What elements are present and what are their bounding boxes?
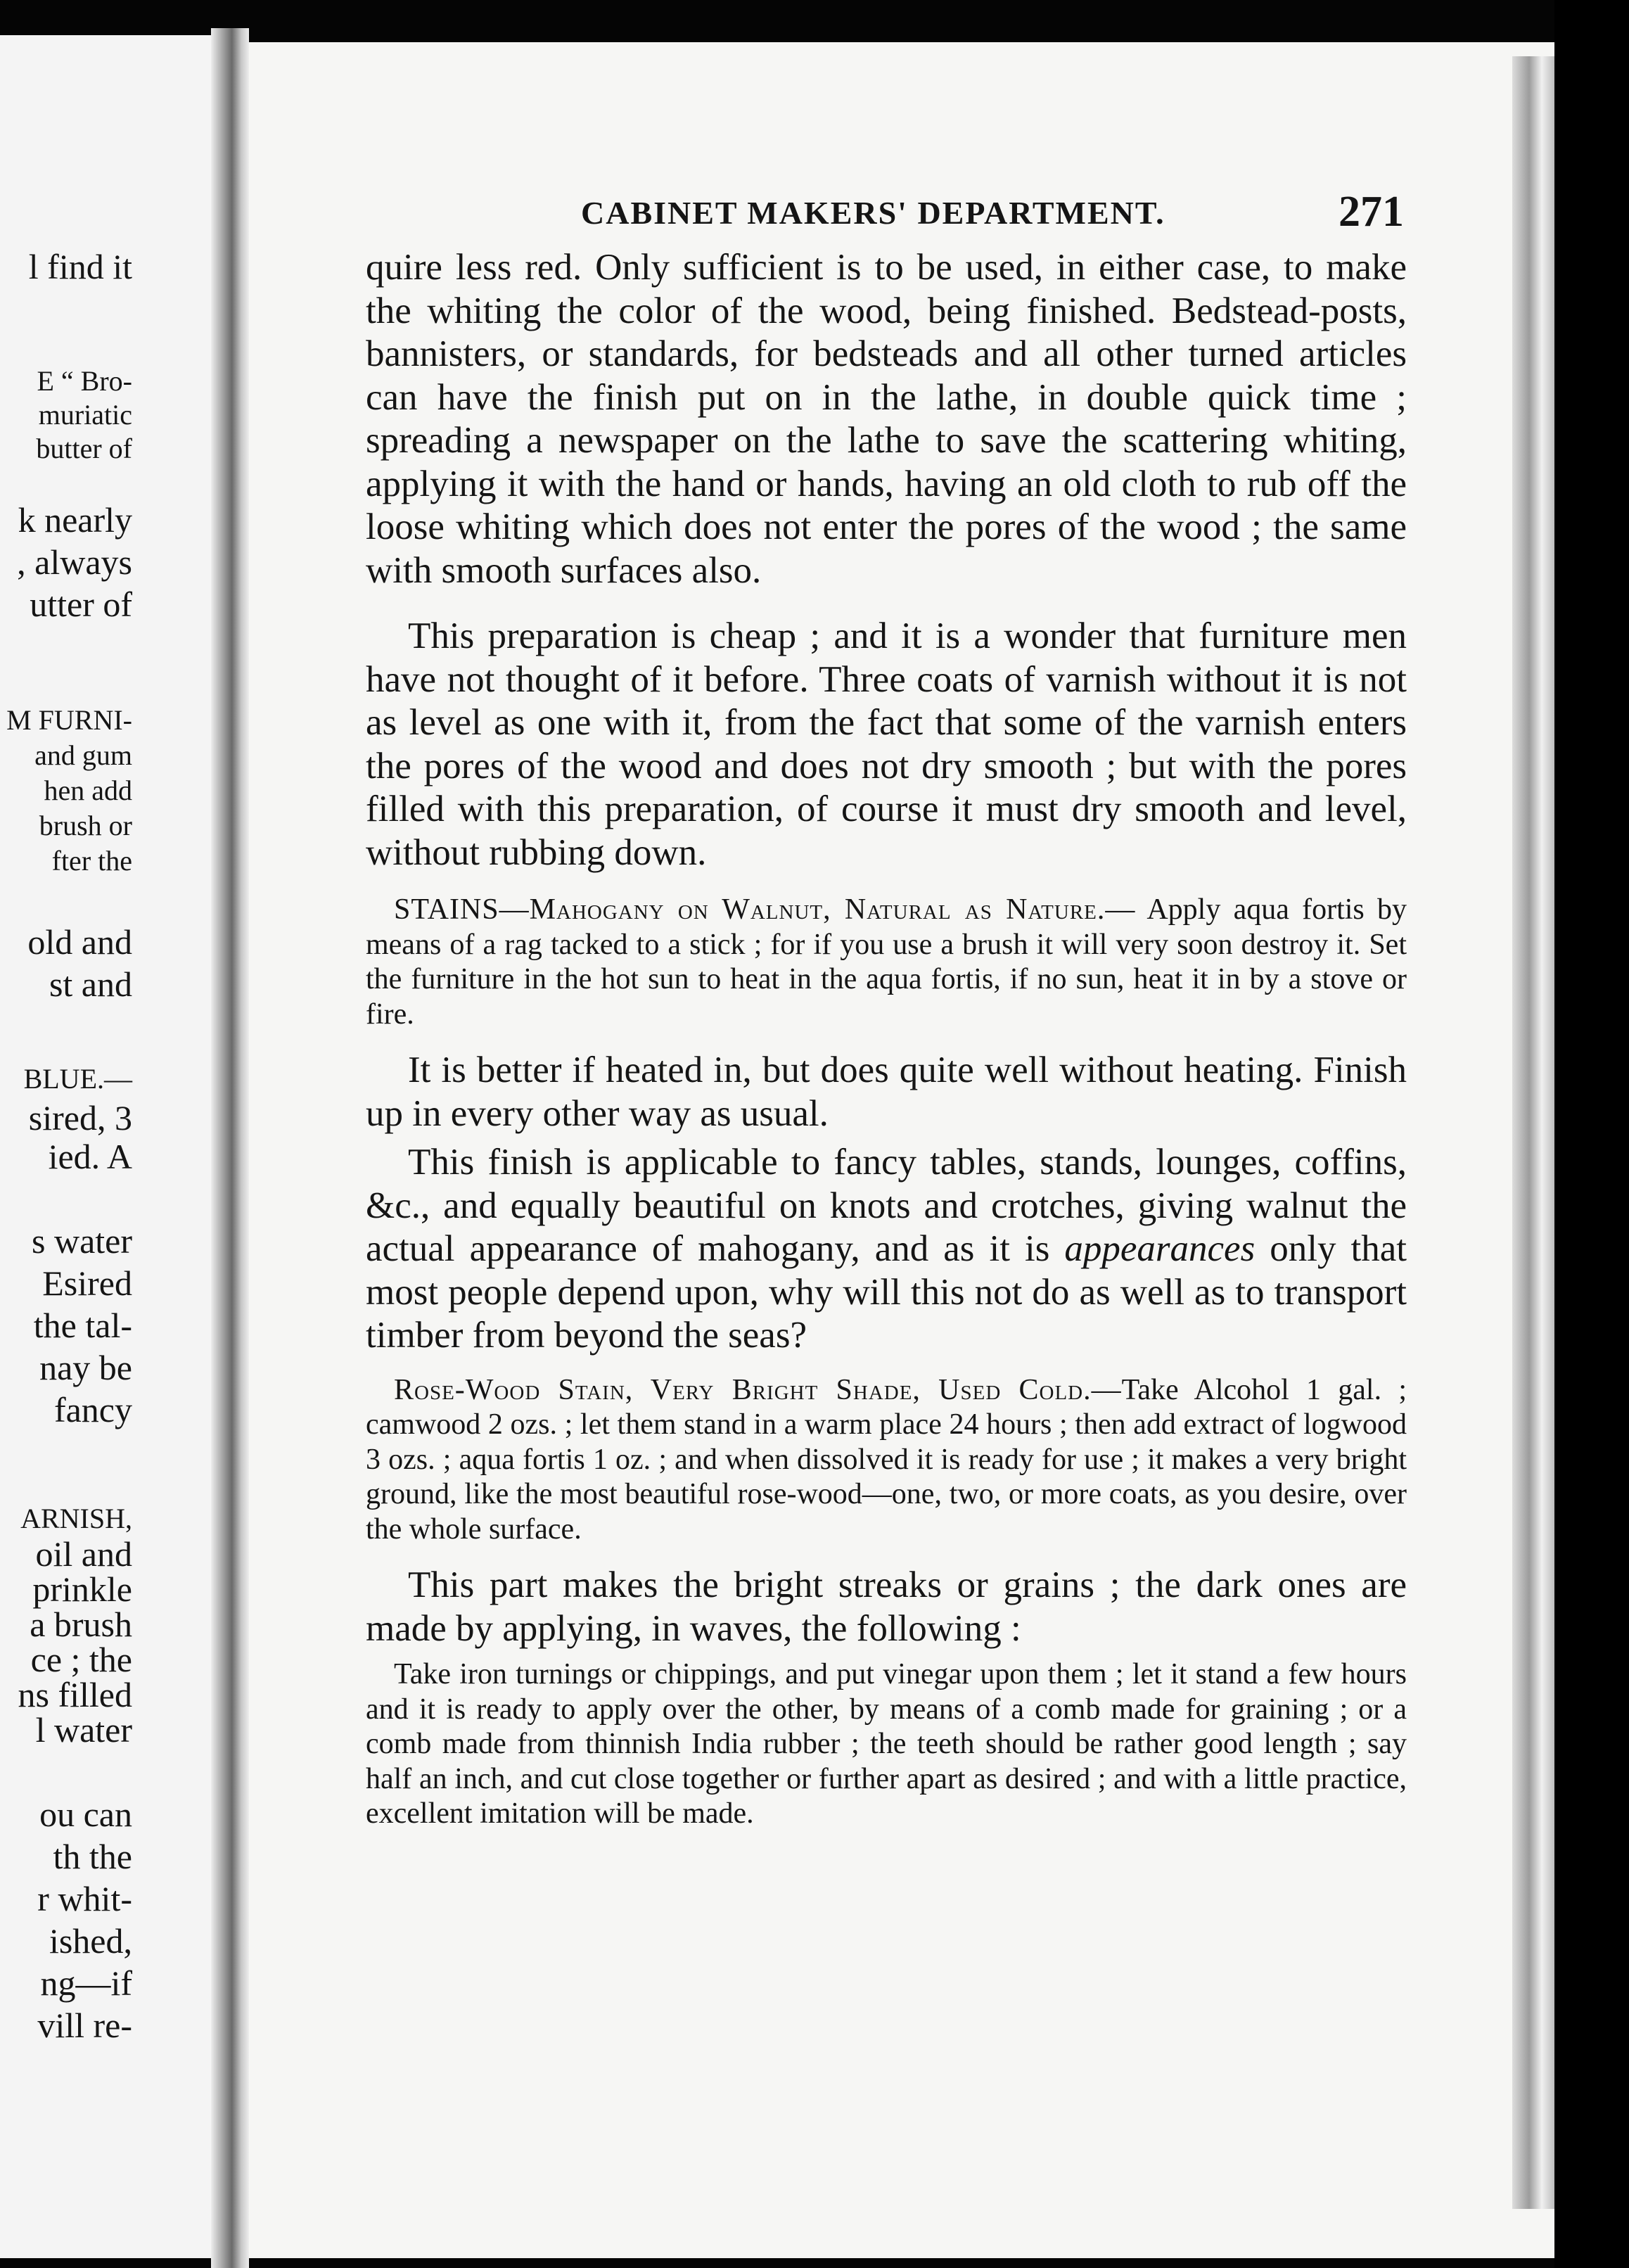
left-fragment: th the	[53, 1837, 132, 1876]
left-fragment: l water	[35, 1710, 132, 1750]
left-fragment: ished,	[49, 1921, 132, 1961]
scan-margin	[1554, 0, 1629, 2268]
left-fragment: a brush	[30, 1605, 132, 1644]
rosewood-heading: Rose-Wood Stain, Very Bright Shade, Used Cold.—	[394, 1373, 1122, 1406]
left-fragment: hen add	[44, 775, 132, 806]
left-fragment: fter the	[51, 845, 132, 877]
left-fragment: and gum	[34, 739, 132, 771]
left-fragment: butter of	[36, 433, 132, 464]
appearances-emphasis: appearances	[1064, 1228, 1256, 1269]
rosewood-text: Take Alcohol 1 gal. ; camwood 2 ozs. ; let them stand in a warm place 24 hours ; then add extract of logwood 3 ozs. ; aqua fortis 1 oz. ; and when dissolved it is ready for use ; it makes a very bright ground, like the most beautiful rose-wood—one, two, or more coats, as you desire, over the whole surface.	[366, 1373, 1407, 1546]
left-fragment: ns filled	[18, 1675, 132, 1714]
paragraph-heating: It is better if heated in, but does quite well without heating. Finish up in every other way as usual.	[366, 1050, 1407, 1134]
paragraph-finish-applicable	[366, 1141, 1407, 1358]
left-fragment: st and	[49, 964, 132, 1004]
page-number: 271	[1339, 188, 1404, 236]
left-fragment: nay be	[39, 1348, 132, 1387]
left-fragment: ARNISH,	[20, 1503, 132, 1534]
left-fragment: oil and	[35, 1534, 132, 1574]
left-fragment: , always	[17, 542, 132, 582]
left-fragment: E “ Bro-	[37, 365, 132, 397]
page-header	[581, 187, 1404, 243]
left-fragment: k nearly	[18, 500, 132, 540]
left-fragment: Esired	[42, 1263, 132, 1303]
left-fragment: fancy	[53, 1390, 132, 1429]
left-page-edge	[0, 35, 211, 2258]
text-column	[366, 246, 1407, 1832]
left-fragment: BLUE.—	[23, 1063, 132, 1095]
left-fragment: sired, 3	[28, 1098, 132, 1138]
running-title: CABINET MAKERS' DEPARTMENT.	[581, 195, 1165, 231]
finish-text-start: This finish is applicable to fancy tables, stands, lounges, coffins, &c., and equally beautiful on knots and crotches, giving walnut the actual appearance of mahogany, and as it is	[366, 1142, 1407, 1269]
left-fragment: ied. A	[48, 1137, 132, 1176]
stains-text: Apply aqua fortis by means of a rag tacked to a stick ; for if you use a brush it will very soon destroy it. Set the furniture in the hot sun to heat in the aqua fortis, if no sun, heat it in by a stove or fire.	[366, 893, 1407, 1031]
left-fragment: M FURNI-	[6, 704, 132, 736]
stains-recipe	[366, 893, 1407, 1032]
stains-heading: STAINS—Mahogany on Walnut, Natural as Nature.—	[394, 893, 1136, 926]
paragraph-bright-streaks: This part makes the bright streaks or grains ; the dark ones are made by applying, in waves, the following :	[366, 1565, 1407, 1649]
paragraph-finish-lathe: quire less red. Only sufficient is to be used, in either case, to make the whiting the color of the wood, being finished. Bedstead-posts, bannisters, or standards, for bedsteads and all other turned articles can have the finish put on in the lathe, in double quick time ; spreading a newspaper on the lathe to save the scattering whiting, applying it with the hand or hands, having an old cloth to rub off the loose whiting which does not enter the pores of the wood ; the same with smooth surfaces also.	[366, 247, 1407, 591]
book-gutter	[211, 28, 249, 2268]
left-fragment: muriatic	[38, 399, 132, 431]
left-fragment: ce ; the	[30, 1640, 132, 1679]
left-fragment: s water	[32, 1221, 132, 1261]
left-fragment: the tal-	[33, 1306, 132, 1345]
left-fragment: brush or	[39, 810, 132, 841]
left-fragment: r whit-	[37, 1879, 132, 1918]
finish-text-end: only that most people depend upon, why will this not do as well as to transport timber from beyond the seas?	[366, 1228, 1407, 1356]
rosewood-recipe	[366, 1373, 1407, 1548]
left-fragment: ng—if	[40, 1963, 132, 2003]
left-fragment: l find it	[28, 247, 132, 286]
page-edge-shadow	[1512, 56, 1554, 2209]
iron-turnings-recipe: Take iron turnings or chippings, and put vinegar upon them ; let it stand a few hours and it is ready to apply over the other, by means of a comb made for graining ; or a comb made from thinnish India rubber ; the teeth should be rather good length ; say half an inch, and cut close together or further apart as desired ; and with a little practice, excellent imitation will be made.	[366, 1658, 1407, 1830]
left-fragment: old and	[27, 922, 132, 962]
left-fragment: prinkle	[32, 1569, 132, 1609]
left-fragment: utter of	[30, 585, 132, 624]
left-fragment: vill re-	[37, 2006, 132, 2045]
paragraph-preparation-cheap: This preparation is cheap ; and it is a wonder that furniture men have not thought of it before. Three coats of varnish without it is not as level as one with it, from the fact that some of the varnish enters the pores of the wood and does not dry smooth ; but with the pores filled with this preparation, of course it must dry smooth and level, without rubbing down.	[366, 616, 1407, 873]
left-fragment: ou can	[39, 1795, 132, 1834]
